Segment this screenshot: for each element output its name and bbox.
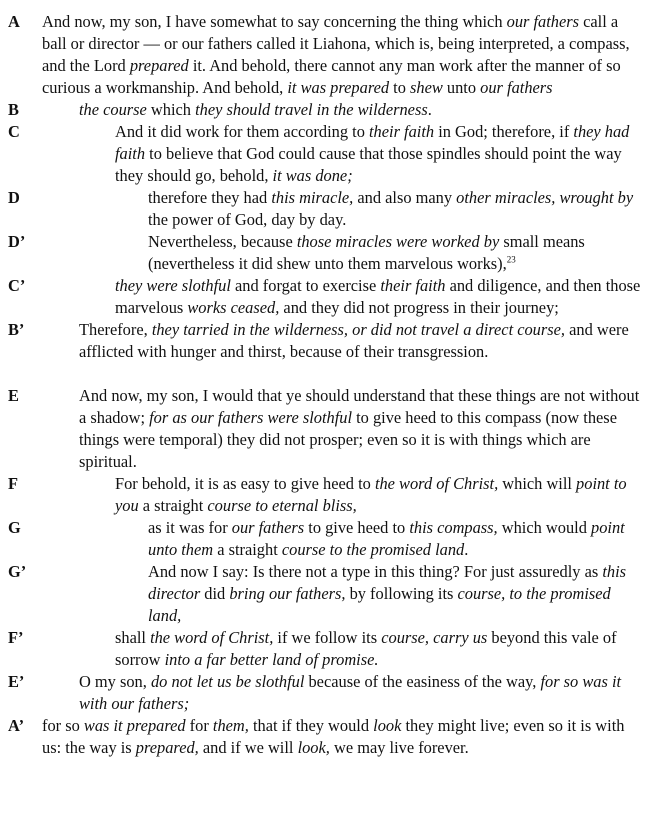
plain-text: shall — [115, 628, 151, 647]
chiasm-row — [0, 517, 648, 561]
chiasm-text — [42, 715, 648, 759]
emphasis-text: those miracles were worked by — [296, 232, 500, 251]
emphasis-text: was it prepared — [83, 716, 186, 735]
chiasm-label: G’ — [8, 562, 27, 581]
emphasis-text: bring our fathers, — [229, 584, 346, 603]
plain-text: because of the easiness of the way, — [304, 672, 541, 691]
chiasm-text — [115, 473, 648, 517]
emphasis-text: for as our fathers were slothful — [149, 408, 353, 427]
emphasis-text: they should travel in the wilderness — [195, 100, 428, 119]
chiasm-label: F’ — [8, 628, 24, 647]
plain-text: which would — [497, 518, 591, 537]
emphasis-text: look — [373, 716, 402, 735]
emphasis-text: course to eternal bliss, — [207, 496, 357, 515]
plain-text: by following its — [345, 584, 458, 603]
plain-text: we may live forever. — [329, 738, 469, 757]
chiasm-label: E’ — [8, 672, 25, 691]
chiasm-text — [115, 275, 648, 319]
chiasm-row — [0, 473, 648, 517]
chiasm-row — [0, 561, 648, 627]
chiasm-row — [0, 275, 648, 319]
chiasm-row — [0, 319, 648, 363]
chiasm-row — [0, 187, 648, 231]
plain-text: therefore they had — [148, 188, 272, 207]
emphasis-text: the course — [79, 100, 147, 119]
emphasis-text: they were slothful — [115, 276, 231, 295]
chiasm-label: G — [8, 518, 21, 537]
emphasis-text: look, — [297, 738, 330, 757]
chiasm-label: F — [8, 474, 19, 493]
emphasis-text: course, carry us — [381, 628, 488, 647]
chiasm-row — [0, 11, 648, 99]
emphasis-text: they had faith — [115, 122, 630, 163]
chiasm-label: A’ — [8, 716, 25, 735]
emphasis-text: point unto them — [148, 518, 625, 559]
plain-text: if we follow its — [273, 628, 382, 647]
chiasm-label: E — [8, 386, 19, 405]
plain-text: for so — [42, 716, 84, 735]
plain-text: unto — [442, 78, 481, 97]
chiasm-row — [0, 231, 648, 275]
plain-text: a straight — [213, 540, 282, 559]
plain-text: a straight — [138, 496, 208, 515]
section-gap — [0, 363, 648, 385]
emphasis-text: their faith — [369, 122, 435, 141]
plain-text: and were afflicted with hunger and thirst, because of their transgression. — [79, 320, 629, 361]
chiasm-row — [0, 627, 648, 671]
plain-text: and forgat to exercise — [230, 276, 381, 295]
emphasis-text: they tarried in the wilderness, or did not travel a direct course, — [151, 320, 566, 339]
chiasm-row — [0, 671, 648, 715]
plain-text: to believe that God could cause that those spindles should point the way they should go, behold, — [115, 144, 622, 185]
emphasis-text: this director — [148, 562, 627, 603]
emphasis-text: the word of Christ, — [150, 628, 274, 647]
emphasis-text: other miracles, wrought by — [456, 188, 634, 207]
emphasis-text: them, — [212, 716, 249, 735]
plain-text: and if we will — [198, 738, 298, 757]
plain-text: beyond this vale of sorrow — [115, 628, 617, 669]
emphasis-text: works ceased, — [187, 298, 280, 317]
emphasis-text: prepared, — [135, 738, 199, 757]
plain-text: For behold, it is as easy to give heed to — [115, 474, 375, 493]
plain-text: And now, my son, I would that ye should understand that these things are not without a shadow; — [79, 386, 640, 427]
footnote-ref[interactable]: 23 — [506, 254, 516, 265]
plain-text: and they did not progress in their journey; — [279, 298, 559, 317]
emphasis-text: this compass, — [409, 518, 498, 537]
chiasm-label: C — [8, 122, 20, 141]
emphasis-text: this miracle, — [271, 188, 354, 207]
plain-text: Therefore, — [79, 320, 152, 339]
chiasm-label: A — [8, 12, 20, 31]
emphasis-text: course to the promised land — [281, 540, 465, 559]
plain-text: And now I say: Is there not a type in this thing? For just assuredly as — [148, 562, 603, 581]
emphasis-text: for so was it with our fathers; — [79, 672, 622, 713]
chiasm-text — [148, 187, 648, 231]
emphasis-text: point to you — [115, 474, 627, 515]
plain-text: which — [146, 100, 196, 119]
plain-text: for — [185, 716, 213, 735]
chiasm-text — [79, 99, 648, 121]
chiasm-label: B’ — [8, 320, 25, 339]
plain-text: as it was for — [148, 518, 232, 537]
emphasis-text: our fathers — [480, 78, 553, 97]
chiasm-row — [0, 385, 648, 473]
chiasm-text — [115, 627, 648, 671]
chiasm-row — [0, 121, 648, 187]
chiasm-label: C’ — [8, 276, 26, 295]
emphasis-text: shew — [410, 78, 443, 97]
chiasm-text — [79, 385, 648, 473]
plain-text: And it did work for them according to — [115, 122, 369, 141]
chiasm-text — [148, 561, 648, 627]
chiasm-label: D’ — [8, 232, 26, 251]
plain-text: they might live; even so it is with us: the way is — [42, 716, 625, 757]
chiasm-text — [79, 671, 648, 715]
emphasis-text: our fathers — [506, 12, 580, 31]
chiasm-label: B — [8, 100, 19, 119]
plain-text: And now, my son, I have somewhat to say concerning the thing which — [42, 12, 507, 31]
plain-text: in God; therefore, if — [434, 122, 574, 141]
plain-text: O my son, — [79, 672, 151, 691]
plain-text: and diligence, and then those marvelous — [115, 276, 641, 317]
plain-text: . — [464, 540, 469, 559]
chiasm-text — [148, 517, 648, 561]
plain-text: call a ball or director — or our fathers called it Liahona, which is, being interpreted, a compass, and the Lord — [42, 12, 630, 75]
emphasis-text: their faith — [380, 276, 446, 295]
plain-text: Nevertheless, because — [148, 232, 297, 251]
chiasm-text — [148, 231, 648, 275]
plain-text: the power of God, day by day. — [148, 210, 347, 229]
emphasis-text: into a far better land of promise. — [164, 650, 379, 669]
plain-text: small means (nevertheless it did shew unto them marvelous works), — [148, 232, 585, 273]
emphasis-text: course, to the promised land, — [148, 584, 611, 625]
chiasm-text — [42, 11, 648, 99]
plain-text: it. And behold, there cannot any man work after the manner of so curious a workmanship. And behold, — [42, 56, 621, 97]
emphasis-text: our fathers — [231, 518, 305, 537]
plain-text: and also many — [353, 188, 457, 207]
chiasm-row — [0, 715, 648, 759]
chiasm-text — [115, 121, 648, 187]
plain-text: to give heed to this compass (now these things were temporal) they did not prosper; even so it is with things which are spiritual. — [79, 408, 617, 471]
emphasis-text: the word of Christ, — [374, 474, 499, 493]
plain-text: . — [427, 100, 432, 119]
plain-text: to — [389, 78, 411, 97]
chiasm-row — [0, 99, 648, 121]
plain-text: which will — [498, 474, 577, 493]
emphasis-text: it was done; — [272, 166, 353, 185]
plain-text: did — [200, 584, 230, 603]
chiasm-text — [79, 319, 648, 363]
plain-text: to give heed to — [304, 518, 410, 537]
emphasis-text: do not let us be slothful — [150, 672, 305, 691]
chiasm-label: D — [8, 188, 20, 207]
emphasis-text: it was prepared — [287, 78, 390, 97]
emphasis-text: prepared — [129, 56, 189, 75]
plain-text: that if they would — [248, 716, 374, 735]
